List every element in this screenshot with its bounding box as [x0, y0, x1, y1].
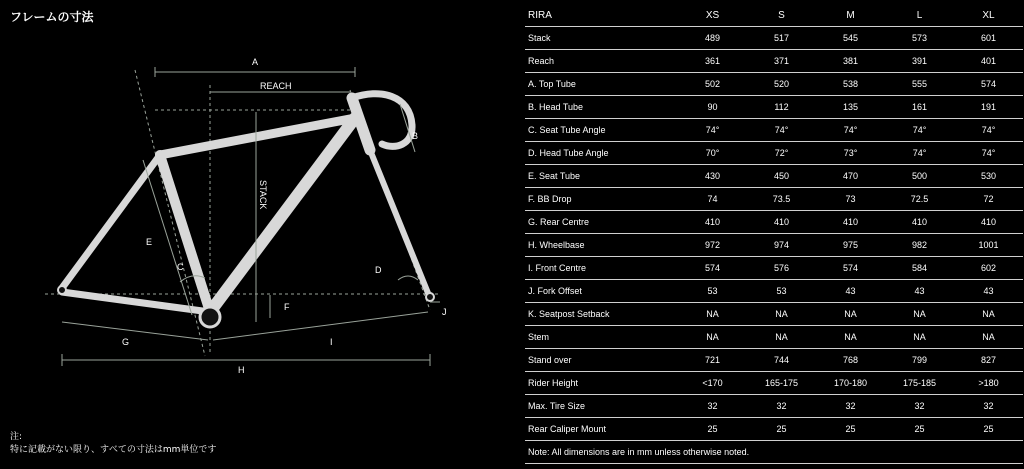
table-row — [525, 280, 1023, 303]
rear-centre-measure-line — [62, 322, 208, 340]
rear-dropout — [58, 286, 66, 294]
row-value: 1001 — [954, 234, 1023, 257]
row-label: Rear Caliper Mount — [525, 418, 678, 441]
row-value: 73.5 — [747, 188, 816, 211]
table-row — [525, 257, 1023, 280]
units-note-heading: 注: — [10, 432, 23, 442]
row-label: Reach — [525, 50, 678, 73]
table-row — [525, 326, 1023, 349]
row-value: 191 — [954, 96, 1023, 119]
table-header-row — [525, 4, 1023, 27]
row-value: 410 — [747, 211, 816, 234]
units-note-line: 特に記載がない限り、すべての寸法はmm単位です — [10, 445, 217, 455]
table-row — [525, 418, 1023, 441]
front-dropout — [426, 293, 434, 301]
row-value: 170-180 — [816, 372, 885, 395]
row-value: 827 — [954, 349, 1023, 372]
row-value: 43 — [954, 280, 1023, 303]
row-value: 768 — [816, 349, 885, 372]
row-value: 410 — [678, 211, 747, 234]
row-label: Stand over — [525, 349, 678, 372]
table-row — [525, 50, 1023, 73]
label-j: J — [442, 307, 447, 317]
row-value: 74° — [954, 142, 1023, 165]
bottom-bracket — [200, 307, 220, 327]
row-value: 530 — [954, 165, 1023, 188]
row-value: 165-175 — [747, 372, 816, 395]
row-value: 72 — [954, 188, 1023, 211]
label-i: I — [330, 337, 333, 347]
row-value: 25 — [678, 418, 747, 441]
row-label: Rider Height — [525, 372, 678, 395]
row-value: 32 — [678, 395, 747, 418]
row-value: 43 — [885, 280, 954, 303]
table-row — [525, 73, 1023, 96]
row-value: 73 — [816, 188, 885, 211]
row-value: 538 — [816, 73, 885, 96]
model-name: RIRA — [525, 4, 678, 27]
row-value: 53 — [747, 280, 816, 303]
row-value: 53 — [678, 280, 747, 303]
row-value: NA — [747, 303, 816, 326]
row-value: 555 — [885, 73, 954, 96]
bike-frame — [58, 94, 434, 327]
label-stack: STACK — [258, 180, 268, 210]
label-a: A — [252, 57, 259, 67]
row-label: A. Top Tube — [525, 73, 678, 96]
row-value: 975 — [816, 234, 885, 257]
row-value: 25 — [747, 418, 816, 441]
row-value: 502 — [678, 73, 747, 96]
row-value: 32 — [885, 395, 954, 418]
row-value: NA — [885, 326, 954, 349]
row-value: 744 — [747, 349, 816, 372]
row-label: Max. Tire Size — [525, 395, 678, 418]
row-value: 43 — [816, 280, 885, 303]
row-value: 74 — [678, 188, 747, 211]
row-value: 25 — [954, 418, 1023, 441]
row-value: 450 — [747, 165, 816, 188]
row-value: 74° — [885, 119, 954, 142]
row-value: 72.5 — [885, 188, 954, 211]
label-c: C — [177, 262, 184, 272]
row-value: 401 — [954, 50, 1023, 73]
table-row — [525, 188, 1023, 211]
row-label: D. Head Tube Angle — [525, 142, 678, 165]
row-value: 90 — [678, 96, 747, 119]
row-label: E. Seat Tube — [525, 165, 678, 188]
table-row — [525, 395, 1023, 418]
table-row — [525, 27, 1023, 50]
table-row — [525, 142, 1023, 165]
row-label: Stack — [525, 27, 678, 50]
table-row — [525, 234, 1023, 257]
row-value: 74° — [816, 119, 885, 142]
table-row — [525, 349, 1023, 372]
table-note: Note: All dimensions are in mm unless otherwise noted. — [525, 441, 1023, 464]
row-value: 972 — [678, 234, 747, 257]
row-value: 371 — [747, 50, 816, 73]
units-note — [10, 431, 216, 457]
row-value: <170 — [678, 372, 747, 395]
row-value: 489 — [678, 27, 747, 50]
head-angle-arc — [398, 276, 418, 280]
row-value: 520 — [747, 73, 816, 96]
row-value: 25 — [816, 418, 885, 441]
row-value: 982 — [885, 234, 954, 257]
row-value: 74° — [678, 119, 747, 142]
row-value: 361 — [678, 50, 747, 73]
row-value: 799 — [885, 349, 954, 372]
row-value: >180 — [954, 372, 1023, 395]
row-value: 573 — [885, 27, 954, 50]
row-label: G. Rear Centre — [525, 211, 678, 234]
geometry-table — [525, 4, 1023, 464]
row-value: 602 — [954, 257, 1023, 280]
row-value: 74° — [747, 119, 816, 142]
label-g: G — [122, 337, 130, 347]
row-value: NA — [747, 326, 816, 349]
row-label: K. Seatpost Setback — [525, 303, 678, 326]
row-value: 574 — [954, 73, 1023, 96]
row-value: NA — [954, 326, 1023, 349]
label-f: F — [284, 302, 290, 312]
row-value: 545 — [816, 27, 885, 50]
row-value: NA — [954, 303, 1023, 326]
row-value: 135 — [816, 96, 885, 119]
row-value: 74° — [885, 142, 954, 165]
row-value: 574 — [816, 257, 885, 280]
row-label: H. Wheelbase — [525, 234, 678, 257]
row-value: 517 — [747, 27, 816, 50]
row-value: 73° — [816, 142, 885, 165]
size-header: S — [747, 4, 816, 27]
size-header: L — [885, 4, 954, 27]
table-row — [525, 165, 1023, 188]
row-value: NA — [885, 303, 954, 326]
row-value: 974 — [747, 234, 816, 257]
label-reach: REACH — [260, 81, 292, 91]
row-value: 410 — [885, 211, 954, 234]
row-label: J. Fork Offset — [525, 280, 678, 303]
row-label: I. Front Centre — [525, 257, 678, 280]
front-centre-measure-line — [213, 312, 428, 340]
row-value: 584 — [885, 257, 954, 280]
row-value: NA — [816, 326, 885, 349]
table-row — [525, 96, 1023, 119]
row-value: 70° — [678, 142, 747, 165]
row-value: 175-185 — [885, 372, 954, 395]
row-value: 500 — [885, 165, 954, 188]
table-row — [525, 119, 1023, 142]
table-row — [525, 372, 1023, 395]
row-value: 381 — [816, 50, 885, 73]
label-h: H — [238, 365, 245, 375]
row-label: F. BB Drop — [525, 188, 678, 211]
row-value: 112 — [747, 96, 816, 119]
size-header: M — [816, 4, 885, 27]
page-title: フレームの寸法 — [10, 10, 94, 24]
row-value: NA — [816, 303, 885, 326]
row-value: 410 — [816, 211, 885, 234]
row-value: 161 — [885, 96, 954, 119]
row-value: 721 — [678, 349, 747, 372]
row-label: C. Seat Tube Angle — [525, 119, 678, 142]
size-header: XL — [954, 4, 1023, 27]
row-value: 72° — [747, 142, 816, 165]
size-header: XS — [678, 4, 747, 27]
row-value: 391 — [885, 50, 954, 73]
row-label: Stem — [525, 326, 678, 349]
row-value: 32 — [747, 395, 816, 418]
label-b: B — [412, 131, 419, 141]
table-row — [525, 303, 1023, 326]
row-value: NA — [678, 303, 747, 326]
row-value: 576 — [747, 257, 816, 280]
row-value: 74° — [954, 119, 1023, 142]
row-value: 25 — [885, 418, 954, 441]
label-e: E — [146, 237, 153, 247]
row-value: 32 — [816, 395, 885, 418]
row-value: 574 — [678, 257, 747, 280]
row-label: B. Head Tube — [525, 96, 678, 119]
row-value: 470 — [816, 165, 885, 188]
table-row — [525, 211, 1023, 234]
row-value: 410 — [954, 211, 1023, 234]
row-value: NA — [678, 326, 747, 349]
row-value: 430 — [678, 165, 747, 188]
table-note-row — [525, 441, 1023, 464]
row-value: 601 — [954, 27, 1023, 50]
frame-geometry-diagram — [0, 40, 470, 395]
row-value: 32 — [954, 395, 1023, 418]
label-d: D — [375, 265, 382, 275]
